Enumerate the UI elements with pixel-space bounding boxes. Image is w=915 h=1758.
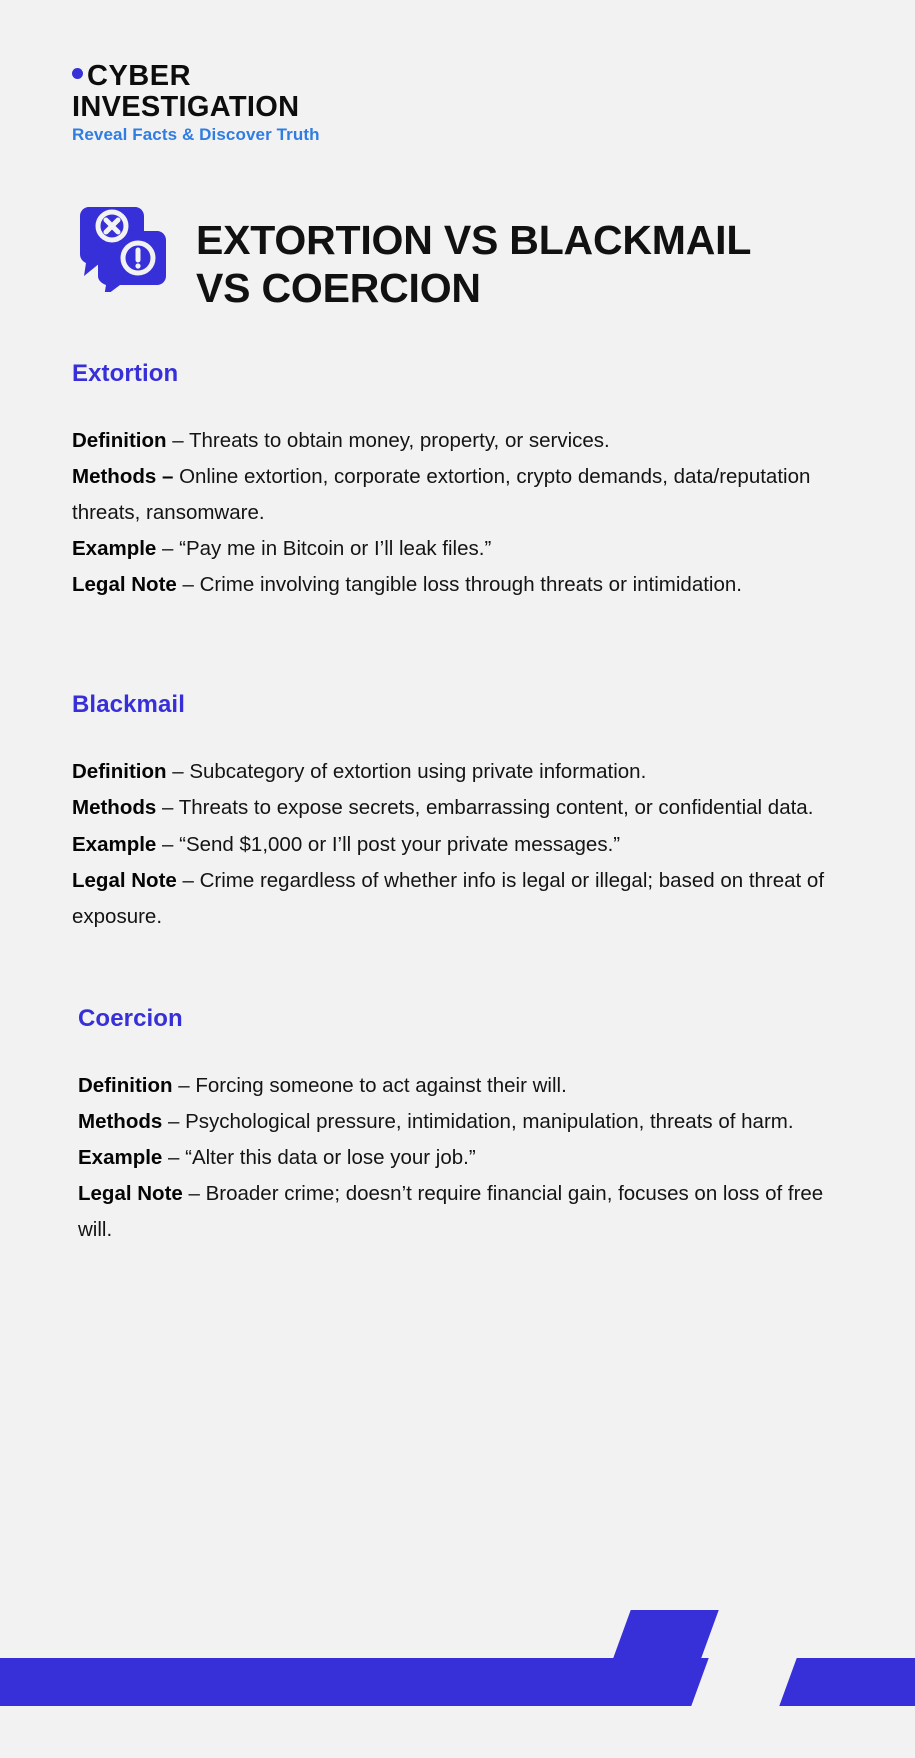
row-dash: – xyxy=(176,868,200,892)
row-legal-note xyxy=(72,567,845,603)
row-label: Example xyxy=(78,1145,163,1169)
row-definition xyxy=(72,754,845,790)
section-gap xyxy=(0,603,915,691)
row-text: Crime involving tangible loss through threats or intimidation. xyxy=(199,573,742,597)
row-label: Methods – xyxy=(72,465,174,489)
brand-tagline: Reveal Facts & Discover Truth xyxy=(72,125,320,145)
row-text: Psychological pressure, intimidation, manipulation, threats of harm. xyxy=(185,1109,794,1133)
page-title: EXTORTION VS BLACKMAIL VS COERCION xyxy=(196,217,751,312)
row-text: Forcing someone to act against their will. xyxy=(195,1073,567,1097)
row-dash: – xyxy=(166,429,189,452)
section-heading-coercion: Coercion xyxy=(78,1004,183,1032)
row-dash: – xyxy=(182,1182,206,1206)
message-alert-icon xyxy=(72,196,168,292)
row-definition xyxy=(78,1068,845,1104)
row-label: Methods xyxy=(78,1109,163,1133)
page-header xyxy=(72,190,852,341)
row-legal-note xyxy=(78,1176,845,1248)
content-sections xyxy=(0,360,915,1248)
section-body-blackmail xyxy=(72,754,845,934)
row-methods xyxy=(72,790,845,826)
section-heading-blackmail: Blackmail xyxy=(72,691,185,719)
row-dash: – xyxy=(162,1145,186,1169)
row-example xyxy=(78,1140,845,1176)
section-heading-extortion: Extortion xyxy=(72,360,179,387)
brand-name-line1: CYBER xyxy=(87,60,192,92)
row-methods xyxy=(72,459,845,531)
row-label: Definition xyxy=(72,429,167,452)
brand-dot-icon xyxy=(72,68,83,79)
row-label: Definition xyxy=(72,760,167,784)
brand-name-line2: INVESTIGATION xyxy=(72,91,300,123)
row-example xyxy=(72,827,845,863)
row-methods xyxy=(78,1104,845,1140)
row-label: Example xyxy=(72,832,157,856)
row-dash: – xyxy=(162,1109,186,1133)
row-text: Online extortion, corporate extortion, crypto demands, data/reputation threats, ransomware. xyxy=(72,465,811,525)
row-text: “Pay me in Bitcoin or I’ll leak files.” xyxy=(179,537,492,561)
footer-accent-shape xyxy=(613,1610,718,1658)
row-dash: – xyxy=(166,760,190,784)
row-label: Methods xyxy=(72,796,157,820)
row-text: Broader crime; doesn’t require financial gain, focuses on loss of free will. xyxy=(78,1182,824,1242)
row-dash: – xyxy=(156,796,179,820)
row-label: Example xyxy=(72,537,157,561)
row-dash: – xyxy=(156,537,180,561)
row-text: Threats to expose secrets, embarrassing content, or confidential data. xyxy=(178,796,814,820)
row-label: Legal Note xyxy=(72,573,177,597)
footer-notch-shape xyxy=(691,1658,796,1706)
row-text: “Alter this data or lose your job.” xyxy=(185,1145,476,1169)
row-definition xyxy=(72,423,845,459)
row-label: Legal Note xyxy=(78,1182,183,1206)
row-text: “Send $1,000 or I’ll post your private messages.” xyxy=(179,832,621,856)
section-gap xyxy=(0,935,915,1005)
row-legal-note xyxy=(72,863,845,935)
section-coercion xyxy=(0,1005,915,1248)
section-extortion xyxy=(0,360,915,603)
brand-logo xyxy=(72,62,402,145)
section-body-coercion xyxy=(78,1068,845,1248)
row-label: Legal Note xyxy=(72,868,177,892)
row-dash: – xyxy=(156,832,180,856)
page-footer xyxy=(0,1578,915,1758)
row-dash: – xyxy=(176,573,200,597)
row-text: Subcategory of extortion using private information. xyxy=(189,760,647,784)
row-label: Definition xyxy=(78,1073,173,1097)
brand-name-line1-row xyxy=(72,62,402,91)
row-dash: – xyxy=(172,1073,196,1097)
section-body-extortion xyxy=(72,423,845,603)
row-text: Crime regardless of whether info is legal or illegal; based on threat of exposure. xyxy=(72,868,825,928)
row-text: Threats to obtain money, property, or services. xyxy=(188,429,610,452)
section-blackmail xyxy=(0,691,915,934)
row-example xyxy=(72,531,845,567)
